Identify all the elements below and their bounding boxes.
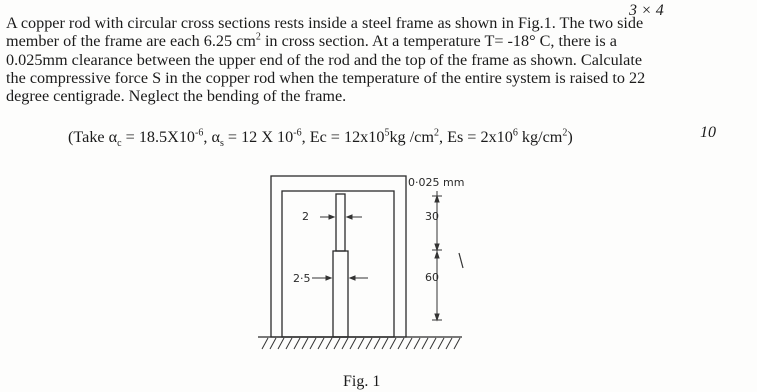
marks-label: 3 × 4 [629,2,664,19]
upper-length-label: 30 [425,210,439,223]
ground-hatching [262,338,460,349]
steel-frame-outer [271,176,406,337]
given-data-line: (Take $\alpha_c = 18.5X10^{-6}$, $\alpha_s = 12$ X $10^{-6}$, $Ec = 12x10^5kg$ $/cm^2$, $Es = 2x10^6$ $kg/cm^2$) [68,127,573,150]
copper-rod-upper [336,194,345,251]
side-mark: 10 [700,124,716,141]
lower-length-label: 60 [425,271,439,284]
clearance-label: 0·025 mm [408,176,465,189]
question-line-1: A copper rod with circular cross sections rests inside a steel frame as shown in Fig.1. The two side [6,14,644,32]
question-line-4: the compressive force S in the copper rod when the temperature of the entire system is raised to 22 [6,68,646,87]
copper-rod-lower [333,251,348,337]
question-line-3: 0.025mm clearance between the upper end of the rod and the top of the frame as shown. Calculate [6,50,643,69]
question-line-5: degree centigrade. Neglect the bending of the frame. [6,87,347,106]
question-line-2: member of the frame are each 6.25 $cm^2$ in cross section. At a temperature T= -18° C, there is a [6,31,617,51]
steel-frame-inner [282,191,394,337]
figure-caption: Fig. 1 [343,373,381,390]
lower-diameter-label: 2·5 [293,272,311,285]
upper-diameter-label: 2 [302,210,309,223]
